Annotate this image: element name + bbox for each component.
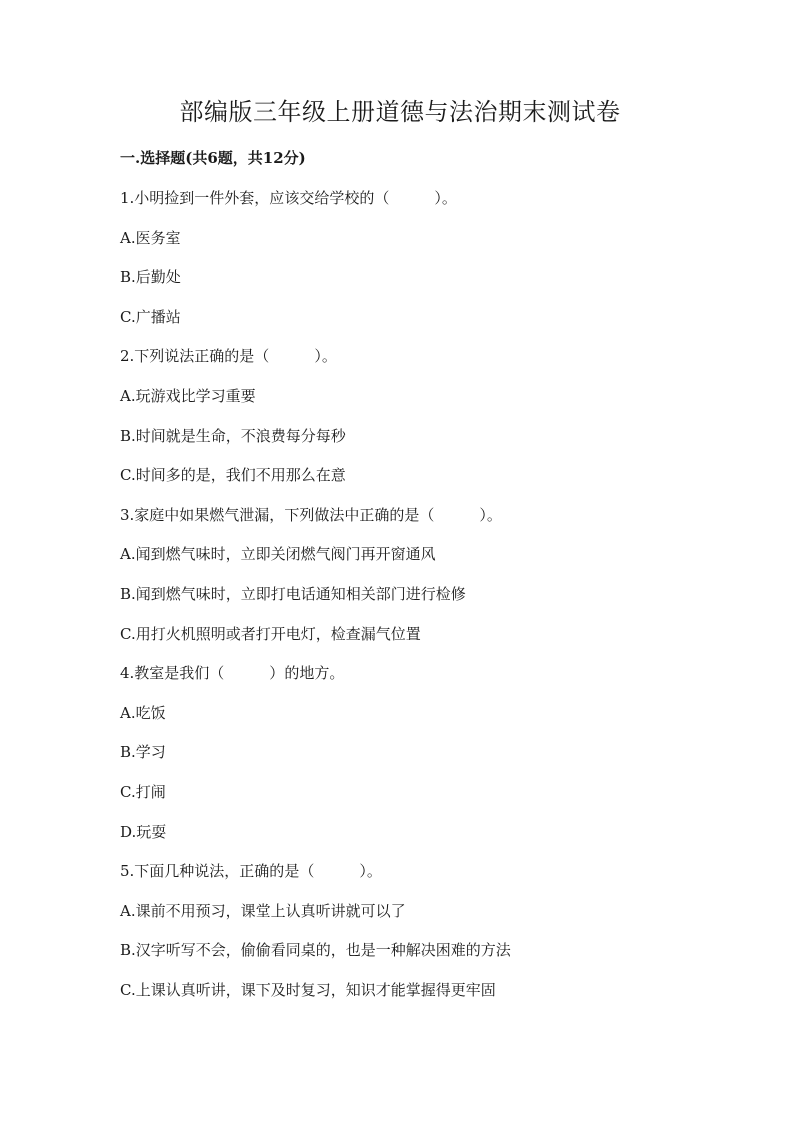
question-2-option-a: A.玩游戏比学习重要 — [120, 386, 256, 405]
question-4-stem: 4.教室是我们（ ）的地方。 — [120, 664, 345, 683]
question-4-option-a: A.吃饭 — [120, 703, 166, 722]
page-title: 部编版三年级上册道德与法治期末测试卷 — [179, 98, 621, 126]
question-list — [120, 184, 720, 1015]
question-5-option-a: A.课前不用预习，课堂上认真听讲就可以了 — [120, 901, 406, 920]
section-heading: 一.选择题(共6题，共12分) — [120, 149, 306, 167]
question-3-option-c: C.用打火机照明或者打开电灯，检查漏气位置 — [120, 624, 421, 643]
question-5-option-b: B.汉字听写不会，偷偷看同桌的，也是一种解决困难的方法 — [120, 941, 511, 960]
question-2-option-b: B.时间就是生命，不浪费每分每秒 — [120, 426, 346, 445]
question-3-stem: 3.家庭中如果燃气泄漏，下列做法中正确的是（ ）。 — [120, 505, 502, 524]
question-1-option-c: C.广播站 — [120, 307, 181, 326]
question-2-stem: 2.下列说法正确的是（ ）。 — [120, 347, 337, 366]
question-3-option-a: A.闻到燃气味时，立即关闭燃气阀门再开窗通风 — [120, 545, 436, 564]
question-4-option-d: D.玩耍 — [120, 822, 167, 841]
question-4-option-b: B.学习 — [120, 743, 166, 762]
question-5-stem: 5.下面几种说法，正确的是（ ）。 — [120, 862, 382, 881]
question-2-option-c: C.时间多的是，我们不用那么在意 — [120, 466, 346, 485]
question-4-option-c: C.打闹 — [120, 782, 166, 801]
question-3-option-b: B.闻到燃气味时，立即打电话通知相关部门进行检修 — [120, 584, 466, 603]
question-5-option-c: C.上课认真听讲，课下及时复习，知识才能掌握得更牢固 — [120, 980, 496, 999]
question-1-option-a: A.医务室 — [120, 228, 181, 247]
question-1-option-b: B.后勤处 — [120, 268, 181, 287]
question-1-stem: 1.小明捡到一件外套，应该交给学校的（ ）。 — [120, 189, 457, 207]
